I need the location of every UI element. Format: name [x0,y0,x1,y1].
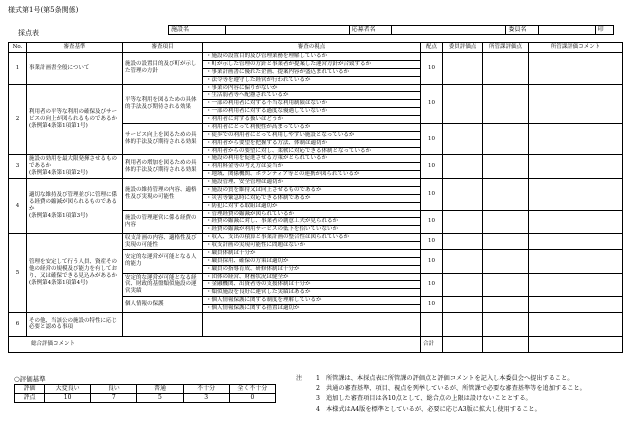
allotted-score: 10 [421,84,443,123]
viewpoint-text: ・町が示した管理の方針と事業者が提案した運営方針が合致するか [203,60,421,68]
applicant-field[interactable] [391,26,506,35]
item-name: 安定的な運営が可能となる経営、財政的基盤類似施設の運営実績 [123,273,203,297]
viewpoint-text: ・個人情報保護に関する制度を理解しているか [203,297,421,305]
col-header-item: 審査項目 [123,43,203,53]
item-name: 施設の管理運営に係る経費の内容 [123,210,203,234]
member-score-cell[interactable] [443,297,483,313]
section-number: 5 [9,234,27,313]
item-name: 利用者の増加を図るための具体的手法及び期待される効果 [123,155,203,179]
col-header-dept-score: 所管課評価点 [483,43,529,53]
dept-comment-cell[interactable] [529,84,623,123]
allotted-score: 10 [421,249,443,273]
viewpoint-text: ・管理経費の縮減が図られているか [203,210,421,218]
viewpoint-text: ・収支計画の実現可能性に問題はないか [203,242,421,250]
seal-mark: 印 [595,26,613,35]
col-header-viewpoint: 審査の視点 [203,43,421,53]
scoring-table [8,42,623,353]
viewpoint-text: ・地域、関係機関、ボランティア等との連携が図られているか [203,171,421,179]
table-row [9,53,623,61]
eval-grade: 良い [91,385,137,394]
eval-grade: 全く不十分 [229,385,275,394]
applicant-label: 応募者名 [349,26,391,35]
viewpoint-text: ・類似施設を良好に運営した実績はあるか [203,289,421,297]
member-score-cell[interactable] [443,234,483,250]
viewpoint-text: ・事業の内容に偏りがないか [203,84,421,92]
table-header-row [9,43,623,53]
note-text: 共通の審査基準、項目、視点を列挙しているが、所管課で必要な審査基準等を追加すること。 [326,385,586,393]
dept-score-cell[interactable] [483,249,529,273]
note-text: 追加した審査項目は各10点として、総合点の上限は設けないこととする。 [326,395,532,403]
page-title: 採点表 [18,29,39,37]
item-name: 施設の設置目的及び町が示した管理の方針 [123,53,203,85]
viewpoint-text: ・施設管理、安全管理は適切か [203,179,421,187]
allotted-score: 10 [421,123,443,155]
section-criterion: 管理を安定して行う人員、資産その他の経営の規模及び能力を有しており、又は確保できる見込みがあるか (条例第4条第1項第4号) [27,234,123,313]
evaluation-criteria-title: ○評価基準 [14,375,46,383]
item-name: 収支計画の内容、適格性及び実現の可能性 [123,234,203,250]
viewpoint-text: ・個人情報保護に関する措置は適切か [203,305,421,313]
viewpoint-text: ・利用者に対する扱いはどうか [203,116,421,124]
viewpoint-text: ・法令等を遵守した経営が行われているか [203,76,421,84]
facility-label: 施設名 [169,26,226,35]
dept-score-cell[interactable] [483,273,529,297]
member-score-cell[interactable] [443,273,483,297]
dept-comment-cell[interactable] [529,53,623,85]
table-row [9,312,623,336]
viewpoint-text: ・徒歩での利用者にとって利用しやすい施設となっているか [203,131,421,139]
section-criterion: 施設の効用を最大限発揮させるものであるか (条例第4条第1項第2号) [27,155,123,179]
col-header-member-score: 委員評価点 [443,43,483,53]
section-number: 3 [9,155,27,179]
item-name-cell [123,312,203,336]
dept-comment-cell[interactable] [529,179,623,211]
eval-grade-row [15,385,276,394]
section-criterion: 事業計画書全般について [27,53,123,85]
eval-row-label: 評点 [15,394,45,403]
viewpoint-text: ・経費の縮減に対し、事業者の創意工夫が見られるか [203,218,421,226]
overall-comment-label: 総合評価コメント [9,336,421,352]
dept-comment-cell[interactable] [529,273,623,297]
member-score-cell[interactable] [443,123,483,155]
viewpoint-text: ・生活弱者等へ配慮されているか [203,92,421,100]
allotted-score: 10 [421,273,443,297]
note-item [296,405,586,415]
table-row [9,179,623,187]
viewpoint-text: ・利用料金等の考え方は妥当か [203,163,421,171]
eval-point: 5 [137,394,183,403]
dept-comment-cell[interactable] [529,210,623,234]
viewpoint-text: ・職員採用、確保の方策は適切か [203,257,421,265]
note-number: 1 [316,375,320,382]
viewpoint-text: ・一部の利用者に対する不当な利用制限はないか [203,100,421,108]
allotted-score: 10 [421,155,443,179]
member-score-cell[interactable] [443,210,483,234]
allotted-score: 10 [421,179,443,211]
eval-row-label: 評価 [15,385,45,394]
eval-grade: 不十分 [183,385,229,394]
note-item [296,374,586,384]
overall-row [9,336,623,352]
total-label: 合計 [421,336,443,352]
overall-comment-cell[interactable] [529,336,623,352]
viewpoint-text: ・利用者からの要望に対し、柔軟に対応できる体制となっているか [203,147,421,155]
viewpoint-text: ・施設の設置目的及び管理業務を理解しているか [203,53,421,61]
note-item [296,384,586,394]
col-header-no: No. [9,43,27,53]
dept-score-cell[interactable] [483,210,529,234]
col-header-dept-comment: 所管課評価コメント [529,43,623,53]
section-criterion: その他、当該公の施設の特性に応じ必要と認める事項 [27,312,123,336]
viewpoint-text: ・防犯に対する取組は適切か [203,202,421,210]
note-item [296,394,586,404]
dept-comment-cell[interactable] [529,249,623,273]
viewpoint-text: ・事業計画書に優れた企画、提案内容が盛込まれているか [203,68,421,76]
viewpoint-text: ・職員体制は十分か [203,249,421,257]
member-field[interactable] [539,26,595,35]
viewpoint-text: ・一部の利用者に対する過度な優遇していないか [203,108,421,116]
dept-comment-cell[interactable] [529,123,623,155]
member-label: 委員名 [506,26,539,35]
note-number: 3 [316,395,320,403]
member-score-cell[interactable] [443,179,483,211]
member-score-cell[interactable] [443,312,483,336]
header-info-table [168,25,614,35]
dept-score-cell[interactable] [483,155,529,179]
note-number: 4 [316,405,320,413]
notes-heading: 注 [296,375,303,382]
member-score-cell[interactable] [443,155,483,179]
viewpoint-text: ・経費の縮減が利用サービスの低下を招いていないか [203,226,421,234]
dept-score-cell[interactable] [483,179,529,211]
dept-comment-cell[interactable] [529,297,623,313]
viewpoint-text: ・団体の経営、財務状況は健全か [203,273,421,281]
table-row [9,155,623,163]
section-criterion: 適切な維持及び管理並びに管理に係る経費の縮減が図られるものであるか (条例第4条第1項第3号) [27,179,123,234]
section-number: 6 [9,312,27,336]
viewpoint-text: ・利用者から要望を把握する方法、体制は適切か [203,139,421,147]
member-score-cell[interactable] [443,84,483,123]
notes-block [296,374,586,415]
allotted-score: 10 [421,210,443,234]
viewpoint-text: ・施設の利用を促進させる方策がとられているか [203,155,421,163]
allotted-score-cell [421,312,443,336]
table-row [9,84,623,92]
table-row [9,234,623,242]
viewpoint-text: ・収入、支出の積算と事業計画の整合性は図られているか [203,234,421,242]
note-text: 本様式はA4版を標準としているが、必要に応じA3版に拡大し使用すること。 [326,405,541,413]
dept-score-cell[interactable] [483,234,529,250]
dept-comment-cell[interactable] [529,234,623,250]
section-number: 1 [9,53,27,85]
facility-field[interactable] [225,26,349,35]
note-text: 所管課は、本採点表に所管課の評価点と評価コメントを記入し本委員会へ提出すること。 [326,375,574,382]
viewpoint-text: ・利用者にとって利便性が高まっているか [203,123,421,131]
dept-score-cell[interactable] [483,53,529,85]
col-header-criterion: 審査基準 [27,43,123,53]
evaluation-criteria-table [14,384,276,403]
item-name: 個人情報の保護 [123,297,203,313]
eval-points-row [15,394,276,403]
viewpoint-text: ・施設の質を維持又は向上させるものであるか [203,186,421,194]
item-name: 施設の維持管理の内容、適格性及び実現の可能性 [123,179,203,211]
viewpoint-cell [203,312,421,336]
member-score-cell[interactable] [443,249,483,273]
viewpoint-text: ・災害等緊急時に対応できる体制であるか [203,194,421,202]
item-name: 平等な利用を図るための具体的手法及び期待される効果 [123,84,203,123]
section-number: 4 [9,179,27,234]
eval-grade: 普通 [137,385,183,394]
viewpoint-text: ・職員の指導育成、研修体制は十分か [203,265,421,273]
total-member-score-cell[interactable] [443,336,483,352]
eval-point: 3 [183,394,229,403]
section-number: 2 [9,84,27,155]
dept-score-cell[interactable] [483,84,529,123]
eval-point: 10 [45,394,91,403]
eval-point: 0 [229,394,275,403]
allotted-score: 10 [421,297,443,313]
item-name: サービス向上を図るための具体的手法及び期待される効果 [123,123,203,155]
dept-comment-cell[interactable] [529,312,623,336]
viewpoint-text: ・金融機関、出資者等の支援体制は十分か [203,281,421,289]
col-header-allotted: 配点 [421,43,443,53]
allotted-score: 10 [421,234,443,250]
item-name: 安定的な運営が可能となる人的能力 [123,249,203,273]
dept-comment-cell[interactable] [529,155,623,179]
allotted-score: 10 [421,53,443,85]
member-score-cell[interactable] [443,53,483,85]
form-number: 様式第1号(第5条関係) [8,6,79,14]
section-criterion: 利用者の平等な利用の確保及びサービスの向上が図られるものであるか (条例第4条第1項第1号) [27,84,123,155]
dept-score-cell[interactable] [483,123,529,155]
total-dept-score-cell[interactable] [483,336,529,352]
eval-point: 7 [91,394,137,403]
dept-score-cell[interactable] [483,312,529,336]
dept-score-cell[interactable] [483,297,529,313]
note-number: 2 [316,385,320,393]
eval-grade: 大変良い [45,385,91,394]
